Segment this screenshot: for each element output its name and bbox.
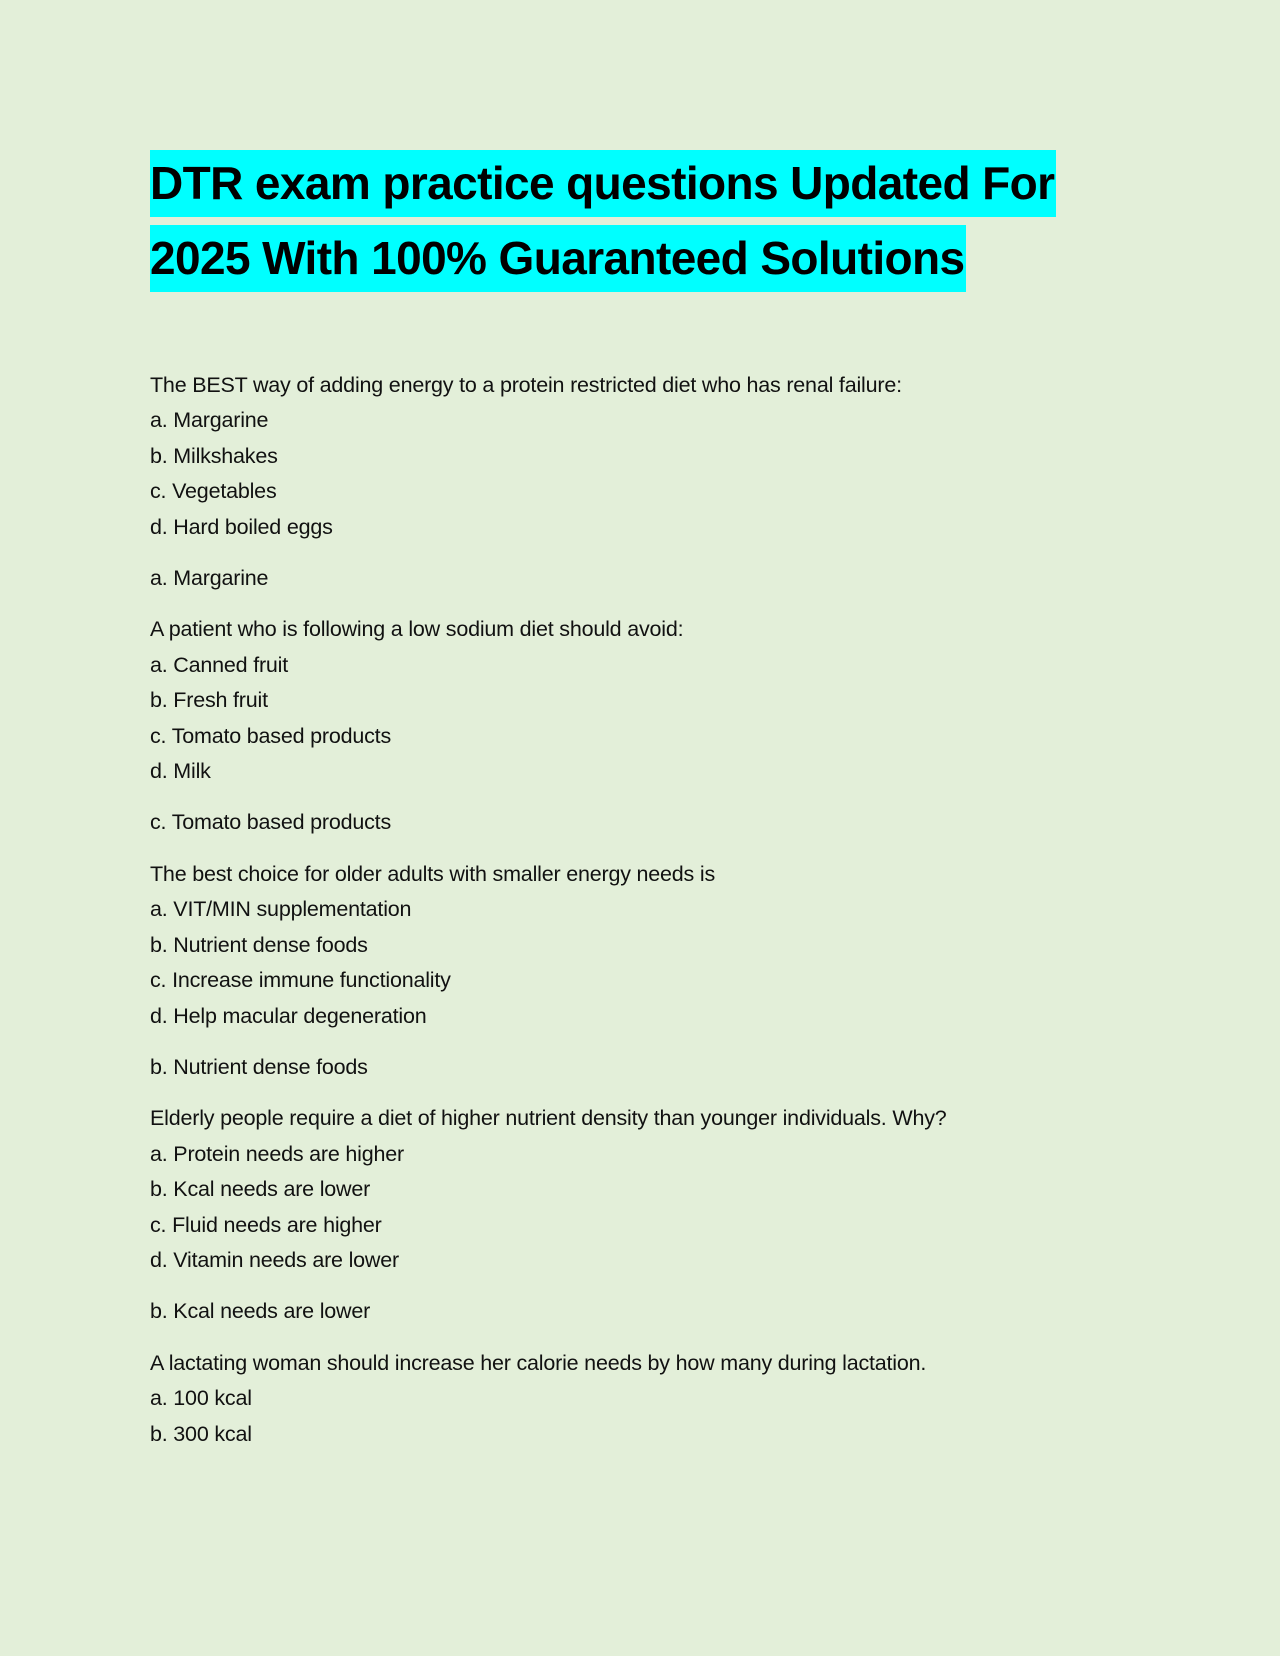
question-block — [150, 1346, 1130, 1452]
question-list — [150, 368, 1130, 1452]
document-title — [150, 150, 1130, 292]
answer-option: a. Margarine — [150, 408, 269, 433]
answer-option: d. Milk — [150, 759, 211, 784]
answer-option: b. Kcal needs are lower — [150, 1177, 371, 1202]
question-block — [150, 857, 1130, 1085]
answer-option: b. Nutrient dense foods — [150, 932, 368, 957]
correct-answer: b. Nutrient dense foods — [150, 1054, 368, 1079]
correct-answer: a. Margarine — [150, 566, 269, 591]
question-text: The best choice for older adults with smaller energy needs is — [150, 861, 716, 886]
answer-option: c. Increase immune functionality — [150, 968, 451, 993]
question-text: A patient who is following a low sodium diet should avoid: — [150, 617, 684, 642]
answer-option: a. 100 kcal — [150, 1386, 252, 1411]
correct-answer: b. Kcal needs are lower — [150, 1299, 371, 1324]
answer-option: c. Tomato based products — [150, 723, 392, 748]
title-line: DTR exam practice questions Updated For — [150, 150, 1056, 217]
question-block — [150, 612, 1130, 840]
question-block — [150, 368, 1130, 596]
answer-option: c. Vegetables — [150, 479, 277, 504]
correct-answer: c. Tomato based products — [150, 810, 392, 835]
answer-option: a. VIT/MIN supplementation — [150, 897, 412, 922]
answer-option: a. Canned fruit — [150, 652, 289, 677]
answer-option: b. 300 kcal — [150, 1421, 252, 1446]
question-text: The BEST way of adding energy to a protein restricted diet who has renal failure: — [150, 373, 902, 397]
question-text: Elderly people require a diet of higher nutrient density than younger individuals. Why? — [150, 1106, 947, 1131]
question-text: A lactating woman should increase her calorie needs by how many during lactation. — [150, 1350, 927, 1375]
answer-option: b. Fresh fruit — [150, 688, 268, 713]
title-line: 2025 With 100% Guaranteed Solutions — [150, 225, 966, 292]
answer-option: c. Fluid needs are higher — [150, 1212, 382, 1237]
question-block — [150, 1101, 1130, 1329]
document-page — [150, 150, 1130, 1468]
answer-option: d. Hard boiled eggs — [150, 514, 333, 539]
answer-option: a. Protein needs are higher — [150, 1141, 404, 1166]
answer-option: d. Vitamin needs are lower — [150, 1247, 399, 1272]
answer-option: d. Help macular degeneration — [150, 1003, 427, 1028]
answer-option: b. Milkshakes — [150, 443, 278, 468]
